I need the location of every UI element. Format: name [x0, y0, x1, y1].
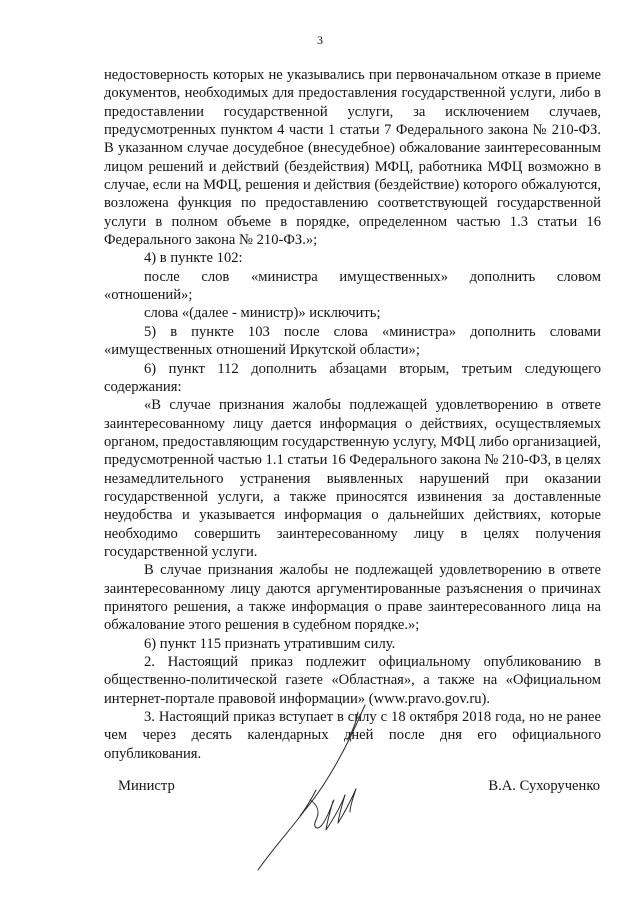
- paragraph-publication: 2. Настоящий приказ подлежит официальному опубликованию в общественно-политической газете «Областная», а также на «Официальном интернет-портале правовой информации» (www.pravo.gov.ru).: [104, 654, 601, 707]
- signature-name: В.А. Сухорученко: [488, 778, 600, 794]
- paragraph-item-5: 5) в пункте 103 после слова «министра» дополнить словами «имущественных отношений Иркутской области»;: [104, 323, 601, 359]
- paragraph-continuation: недостоверность которых не указывались при первоначальном отказе в приеме документов, необходимых для предоставления государственной услуги, либо в предоставлении государственной услуги, за исключением случаев, предусмотренных пунктом 4 части 1 статьи 7 Федерального закона № 210-ФЗ. В указанном случае досудебное (внесудебное) обжалование заинтересованным лицом решений и действий (бездействия) МФЦ, работника МФЦ возможно в случае, если на МФЦ, решения и действия (бездействие) которого обжалуются, возложена функция по предоставлению соответствующей государственной услуги в полном объеме в порядке, определенном частью 1.3 статьи 16 Федерального закона № 210-ФЗ.»;: [104, 67, 601, 249]
- paragraph-effective-date: 3. Настоящий приказ вступает в силу с 18 октября 2018 года, но не ранее чем через десять календарных дней после дня его официального опубликования.: [104, 709, 601, 762]
- paragraph-item-4: 4) в пункте 102:: [144, 250, 243, 267]
- paragraph-item-6: 6) пункт 112 дополнить абзацами вторым, третьим следующего содержания:: [104, 360, 601, 395]
- paragraph-quote-2: В случае признания жалобы не подлежащей удовлетворению в ответе заинтересованному лицу даются аргументированные разъяснения о причинах принятого решения, а также информация о праве заинтересованного лица на обжалование этого решения в судебном порядке.»;: [104, 562, 601, 634]
- document-body: [104, 66, 601, 763]
- paragraph-item-4-addition: после слов «министра имущественных» дополнить словом «отношений»;: [104, 268, 601, 304]
- paragraph-item-6-repeal: 6) пункт 115 признать утратившим силу.: [144, 635, 396, 652]
- signature-title: Министр: [118, 778, 175, 794]
- paragraph-quote-1: «В случае признания жалобы подлежащей удовлетворению в ответе заинтересованному лицу дается информация о действиях, осуществляемых органом, предоставляющим государственную услугу, МФЦ либо организацией, предусмотренной частью 1.1 статьи 16 Федерального закона № 210-ФЗ, в целях незамедлительного устранения выявленных нарушений при оказании государственной услуги, а также приносятся извинения за доставленные неудобства и указывается информация о дальнейших действиях, которые необходимо совершить заинтересованному лицу в целях получения государственной услуги.: [104, 397, 601, 560]
- paragraph-item-4-removal: слова «(далее - министр)» исключить;: [144, 305, 381, 322]
- page-number: 3: [317, 33, 323, 47]
